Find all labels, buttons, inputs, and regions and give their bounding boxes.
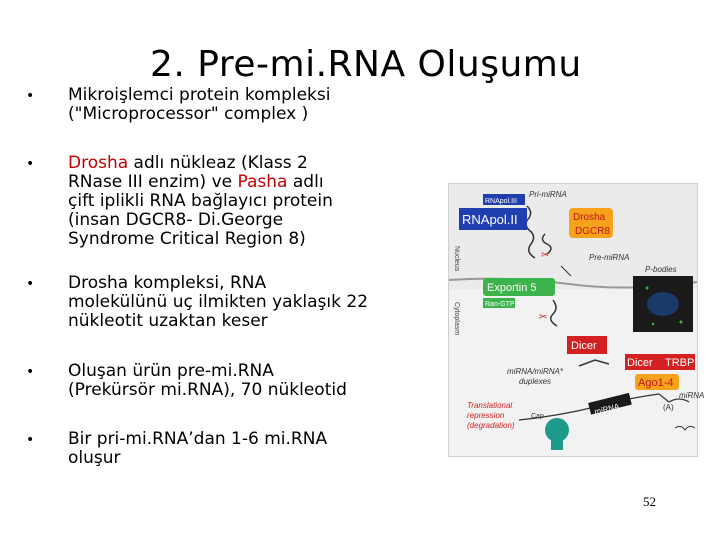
bullet-3-line-2: molekülünü uç ilmikten yaklaşık 22 — [68, 292, 369, 312]
duplexes-label-2: duplexes — [519, 377, 552, 386]
duplex-strand — [579, 360, 609, 366]
pathway-diagram — [449, 184, 705, 456]
repression-label-2: repression — [467, 411, 505, 420]
ran-gtp-label: Ran-GTP — [485, 301, 515, 308]
ago-label: Ago1-4 — [638, 377, 674, 389]
dicer-label-1: Dicer — [571, 340, 597, 352]
cap-label: Cap — [531, 413, 544, 420]
pre-mirna-cytoplasm — [551, 300, 557, 326]
pri-mirna-label: Pri-miRNA — [529, 190, 567, 199]
bullet-3-line-1: Drosha kompleksi, RNA — [68, 273, 267, 293]
bullet-5-line-2: oluşur — [68, 448, 121, 468]
drosha-label: Drosha — [573, 212, 606, 223]
bullet-1-line-2: ("Microprocessor" complex ) — [68, 104, 309, 124]
p-body-dot — [646, 287, 649, 290]
mirna-pathway-figure — [448, 183, 705, 457]
dgcr8-label: DGCR8 — [575, 226, 611, 237]
bullet-1-line-1: Mikroişlemci protein kompleksi — [68, 85, 331, 105]
rnapol-ii-label: RNApol.II — [462, 212, 518, 227]
duplexes-label-1: miRNA/miRNA* — [507, 367, 563, 376]
bullet-2-line-3: çift iplikli RNA bağlayıcı protein — [68, 191, 333, 211]
rnapol-iii-label: RNApol.III — [485, 198, 517, 205]
bullet-2-line-5: Syndrome Critical Region 8) — [68, 229, 306, 249]
polya-label: (A) — [663, 403, 674, 412]
exportin-label: Exportin 5 — [487, 282, 537, 294]
bullet-dot: • — [26, 156, 35, 172]
bullet-dot: • — [26, 88, 35, 104]
pre-mirna-label: Pre-miRNA — [589, 253, 630, 262]
bullet-2-line-2-c: adlı — [287, 172, 324, 192]
pasha-term: Pasha — [237, 172, 288, 192]
bullet-2-line-2 — [68, 173, 324, 191]
cytoplasm-label: Cytoplasm — [453, 302, 460, 336]
drosha-term: Drosha — [68, 153, 129, 173]
ribosome — [545, 418, 569, 442]
page-number: 52 — [643, 494, 656, 509]
bullet-dot: • — [26, 432, 35, 448]
cell-nucleus-image — [647, 292, 679, 316]
bullet-4-line-1: Oluşan ürün pre-mi.RNA — [68, 361, 274, 381]
bullet-5-line-1: Bir pri-mi.RNA’dan 1-6 mi.RNA — [68, 429, 328, 449]
ribosome-base — [551, 440, 563, 450]
slide-title: 2. Pre-mi.RNA Oluşumu — [150, 44, 582, 85]
p-body-dot — [680, 321, 683, 324]
p-body-dot — [652, 323, 654, 325]
bullet-dot: • — [26, 276, 35, 292]
bullet-2-line-1-rest: adlı nükleaz (Klass 2 — [128, 153, 308, 173]
dicer-label-2: Dicer — [627, 357, 653, 369]
bullet-2-line-4: (insan DGCR8- Di.George — [68, 210, 284, 230]
repression-label-1: Translational — [467, 401, 513, 410]
bullet-2-line-2-a: RNase III enzim) ve — [68, 172, 238, 192]
bullet-dot: • — [26, 364, 35, 380]
mirna-right-label: miRNA — [679, 391, 705, 400]
repression-label-3: (degradation) — [467, 421, 515, 430]
degraded-strand — [675, 426, 695, 430]
trbp-label: TRBP — [665, 357, 695, 369]
nucleus-label: Nucleus — [453, 246, 460, 272]
bullet-4-line-2: (Prekürsör mi.RNA), 70 nükleotid — [68, 380, 347, 400]
p-bodies-label: P-bodies — [645, 265, 677, 274]
bullet-2-line-1 — [68, 154, 308, 172]
bullet-3-line-3: nükleotit uzaktan keser — [68, 311, 268, 331]
cut-mark-1: ✂ — [541, 250, 550, 261]
cut-mark-2: ✂ — [539, 312, 548, 323]
mirna-bar-label: miRNA — [593, 401, 621, 417]
